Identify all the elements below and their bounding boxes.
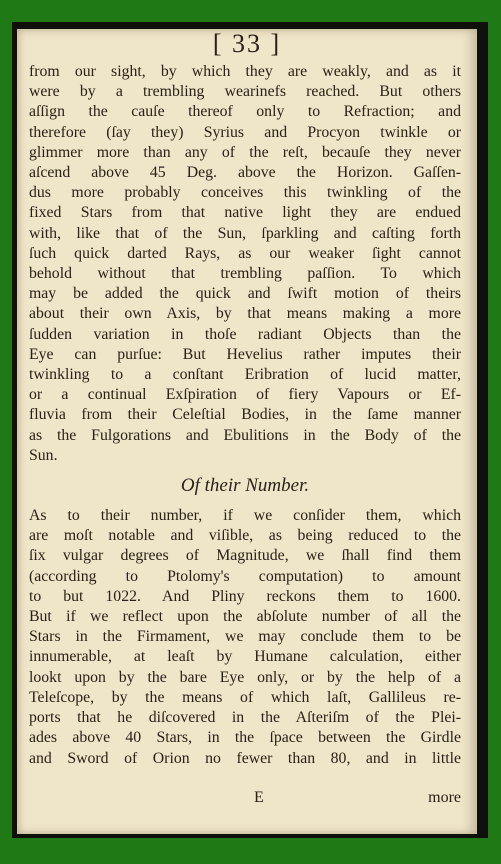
section-heading: Of their Number. (180, 475, 310, 497)
text-line: fluvia from their Celeſtial Bodies, in the ſame manner (29, 406, 461, 424)
text-line: innumerable, at leaſt by Humane calculation, either (29, 648, 461, 666)
paragraph-1 (29, 62, 461, 466)
text-line: ports that he diſcovered in the Aſteriſm of the Plei- (29, 709, 461, 727)
text-line: from our sight, by which they are weakly, and as it (29, 63, 461, 80)
text-line: as the Fulgorations and Ebulitions in the Body of the (29, 426, 461, 444)
text-line: with, like that of the Sun, ſparkling and caſting forth (29, 224, 461, 242)
text-line: or a continual Exſpiration of fiery Vapours or Ef- (29, 386, 461, 404)
text-line: dus more probably conceives this twinkling of the (29, 184, 461, 202)
catchword: more (428, 789, 461, 806)
text-line: and Sword of Orion no fewer than 80, and in little (29, 749, 461, 767)
text-line: are moſt notable and viſible, as being reduced to the (29, 527, 461, 545)
text-line: Eye can purſue: But Hevelius rather imputes their (29, 345, 461, 363)
page-footer (29, 789, 461, 811)
text-line: aſſign the cauſe thereof only to Refraction; and (29, 103, 461, 121)
text-line: Stars in the Firmament, we may conclude them to be (29, 628, 461, 646)
text-line: ades above 40 Stars, in the ſpace between the Girdle (29, 729, 461, 747)
text-line: lookt upon by the bare Eye only, or by the help of a (29, 668, 461, 686)
text-line: glimmer more than any of the reſt, becauſe they never (29, 143, 461, 161)
text-line: were by a trembling wearinefs reached. But others (29, 83, 461, 101)
text-line: about their own Axis, by that means making a more (29, 305, 461, 323)
paragraph-2 (29, 506, 461, 769)
text-line: As to their number, if we conſider them, which (29, 507, 461, 525)
page-text (29, 62, 461, 769)
text-line: may be added the quick and ſwift motion of theirs (29, 285, 461, 303)
text-line: ſix vulgar degrees of Magnitude, we ſhall find them (29, 547, 461, 565)
text-line: therefore (ſay they) Syrius and Procyon twinkle or (29, 123, 461, 141)
page-number: [ 33 ] (212, 29, 282, 58)
text-line: to but 1022. And Pliny reckons them to 1600. (29, 587, 461, 605)
text-line: aſcend above 45 Deg. above the Horizon. Gaſſen- (29, 164, 461, 182)
text-line: (according to Ptolomy's computation) to amount (29, 567, 461, 585)
text-line: twinkling to a conſtant Eribration of lucid matter, (29, 366, 461, 384)
text-line: behold without that trembling paſſion. To which (29, 265, 461, 283)
signature-mark: E (254, 789, 264, 806)
text-line: ſuch quick darted Rays, as our weaker ſight cannot (29, 244, 461, 262)
text-line: fixed Stars from that native light they are endued (29, 204, 461, 222)
text-line: But if we reflect upon the abſolute number of all the (29, 608, 461, 626)
text-line: Teleſcope, by the means of which laſt, Gallileus re- (29, 688, 461, 706)
text-line: Sun. (29, 446, 58, 464)
text-line: ſudden variation in thoſe radiant Objects than the (29, 325, 461, 343)
book-page (17, 29, 477, 834)
